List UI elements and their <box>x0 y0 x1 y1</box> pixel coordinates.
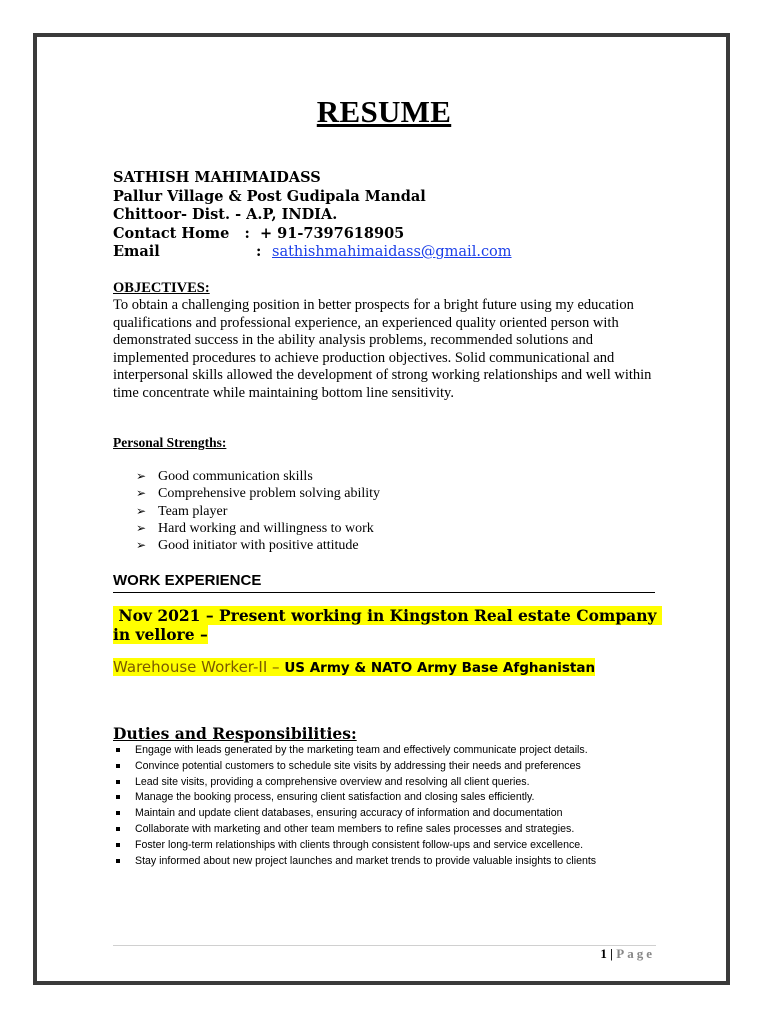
email-link[interactable]: sathishmahimaidass@gmail.com <box>272 244 512 260</box>
arrow-bullet-icon: ➢ <box>136 469 147 483</box>
strengths-list <box>136 468 380 554</box>
square-bullet-icon <box>116 748 120 752</box>
list-item <box>113 806 596 822</box>
contact-block <box>113 169 512 262</box>
square-bullet-icon <box>116 827 120 831</box>
list-item <box>113 838 596 854</box>
work-experience-heading: WORK EXPERIENCE <box>113 572 262 589</box>
arrow-bullet-icon: ➢ <box>136 486 147 501</box>
arrow-bullet-icon: ➢ <box>136 503 147 518</box>
address-line-2: Chittoor- Dist. - A.P, INDIA. <box>113 206 338 223</box>
phone-line <box>113 225 512 244</box>
footer-separator: | <box>606 946 617 961</box>
footer-divider <box>113 945 656 946</box>
list-item <box>136 537 380 554</box>
list-item <box>113 822 596 838</box>
list-item <box>113 775 596 791</box>
list-item <box>136 485 380 502</box>
strength-text: Hard working and willingness to work <box>158 520 374 536</box>
strength-text: Team player <box>158 503 228 519</box>
candidate-name: SATHISH MAHIMAIDASS <box>113 169 321 186</box>
square-bullet-icon <box>116 843 120 847</box>
strength-text: Comprehensive problem solving ability <box>158 486 381 502</box>
list-item <box>136 503 380 520</box>
phone-number: + 91-7397618905 <box>259 224 405 242</box>
list-item <box>136 520 380 537</box>
duty-text: Foster long-term relationships with clients through consistent follow-ups and service excellence. <box>135 838 584 851</box>
list-item <box>113 854 596 870</box>
list-item <box>136 468 380 485</box>
square-bullet-icon <box>116 795 120 799</box>
duty-text: Engage with leads generated by the marketing team and effectively communicate project details. <box>135 744 588 756</box>
duty-text: Manage the booking process, ensuring client satisfaction and closing sales efficiently. <box>135 791 535 804</box>
duty-text: Convince potential customers to schedule site visits by addressing their needs and preferences <box>135 759 581 772</box>
objectives-heading: OBJECTIVES: <box>113 280 210 296</box>
job-line <box>113 606 662 644</box>
list-item <box>113 759 596 775</box>
list-item <box>113 790 596 806</box>
duty-text: Maintain and update client databases, ensuring accuracy of information and documentation <box>135 807 563 820</box>
page-number: 1 <box>600 946 607 961</box>
role-highlight <box>113 658 595 676</box>
strength-text: Good initiator with positive attitude <box>158 538 359 554</box>
square-bullet-icon <box>116 859 120 863</box>
email-line <box>113 243 512 262</box>
arrow-bullet-icon: ➢ <box>136 520 147 535</box>
square-bullet-icon <box>116 780 120 784</box>
duties-list <box>113 743 596 869</box>
job-description: Nov 2021 – Present working in Kingston Real estate Company in vellore – <box>113 606 662 644</box>
resume-title: RESUME <box>316 94 452 129</box>
duties-heading: Duties and Responsibilities: <box>113 724 357 743</box>
role-location: US Army & NATO Army Base Afghanistan <box>284 660 596 676</box>
page-label: Page <box>616 946 655 961</box>
page-footer <box>600 946 655 962</box>
email-colon: : <box>256 243 262 260</box>
duty-text: Stay informed about new project launches and market trends to provide valuable insights to clients <box>135 854 597 867</box>
list-item <box>113 743 596 759</box>
role-title: Warehouse Worker-II – <box>113 658 285 676</box>
duty-text: Collaborate with marketing and other team members to refine sales processes and strategies. <box>135 822 575 835</box>
square-bullet-icon <box>116 811 120 815</box>
strength-text: Good communication skills <box>158 469 313 484</box>
email-label: Email <box>113 243 160 260</box>
personal-strengths-heading: Personal Strengths: <box>113 435 227 450</box>
objectives-text: To obtain a challenging position in better prospects for a bright future using my education qualifications and professional experience, an experienced quality oriented person with demonstrated success in the ability analysis problems, recommended solutions and implemented procedures to achieve production objectives. Solid communicational and interpersonal skills allowed the development of strong working relationships and well within time concentrate while maintaining bottom line sensitivity. <box>113 297 652 401</box>
section-divider <box>113 592 655 593</box>
square-bullet-icon <box>116 764 120 768</box>
address-line-1: Pallur Village & Post Gudipala Mandal <box>113 187 426 205</box>
duty-text: Lead site visits, providing a comprehensive overview and resolving all client queries. <box>135 775 530 788</box>
role-line <box>113 658 595 676</box>
phone-label: Contact Home : <box>113 224 260 242</box>
arrow-bullet-icon: ➢ <box>136 538 147 553</box>
